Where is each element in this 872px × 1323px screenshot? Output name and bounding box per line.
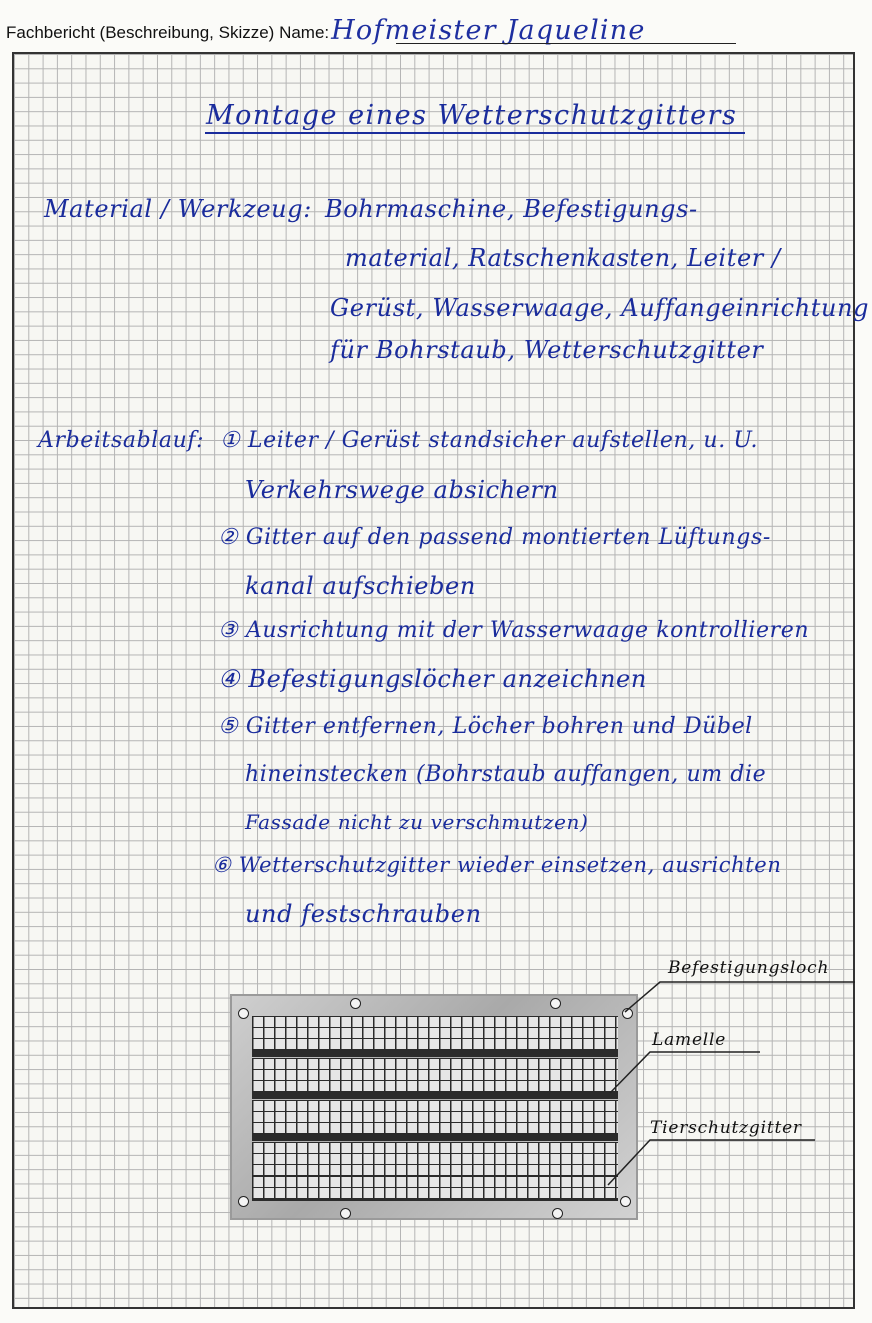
arbeitsablauf-label: Arbeitsablauf: bbox=[38, 428, 205, 453]
label-befestigungsloch: Befestigungsloch bbox=[668, 958, 830, 978]
step-4: ④ Befestigungslöcher anzeichnen bbox=[218, 665, 647, 693]
step-1-line-2: Verkehrswege absichern bbox=[245, 476, 559, 504]
report-title: Montage eines Wetterschutzgitters bbox=[206, 100, 738, 131]
label-lamelle: Lamelle bbox=[652, 1030, 727, 1050]
material-line-1: Bohrmaschine, Befestigungs- bbox=[325, 195, 698, 223]
step-3: ③ Ausrichtung mit der Wasserwaage kontrollieren bbox=[218, 618, 810, 643]
step-2-line-1: ② Gitter auf den passend montierten Lüftungs- bbox=[218, 525, 771, 550]
header-label: Fachbericht (Beschreibung, Skizze) Name: bbox=[6, 23, 330, 42]
step-6-line-1: ⑥ Wetterschutzgitter wieder einsetzen, ausrichten bbox=[212, 853, 782, 877]
step-5-line-2: hineinstecken (Bohrstaub auffangen, um die bbox=[245, 762, 767, 787]
material-line-3: Gerüst, Wasserwaage, Auffangeinrichtung bbox=[330, 294, 870, 322]
material-label: Material / Werkzeug: bbox=[44, 195, 312, 223]
material-line-2: material, Ratschenkasten, Leiter / bbox=[345, 244, 781, 272]
author-name: Hofmeister Jaqueline bbox=[331, 15, 646, 46]
step-2-line-2: kanal aufschieben bbox=[245, 572, 476, 600]
step-1-line-1: ① Leiter / Gerüst standsicher aufstellen, u. U. bbox=[220, 428, 759, 453]
step-5-line-1: ⑤ Gitter entfernen, Löcher bohren und Dübel bbox=[218, 714, 753, 739]
step-6-line-2: und festschrauben bbox=[245, 900, 482, 928]
material-line-4: für Bohrstaub, Wetterschutzgitter bbox=[330, 336, 764, 364]
step-5-line-3: Fassade nicht zu verschmutzen) bbox=[245, 810, 589, 834]
label-tierschutzgitter: Tierschutzgitter bbox=[650, 1118, 802, 1138]
